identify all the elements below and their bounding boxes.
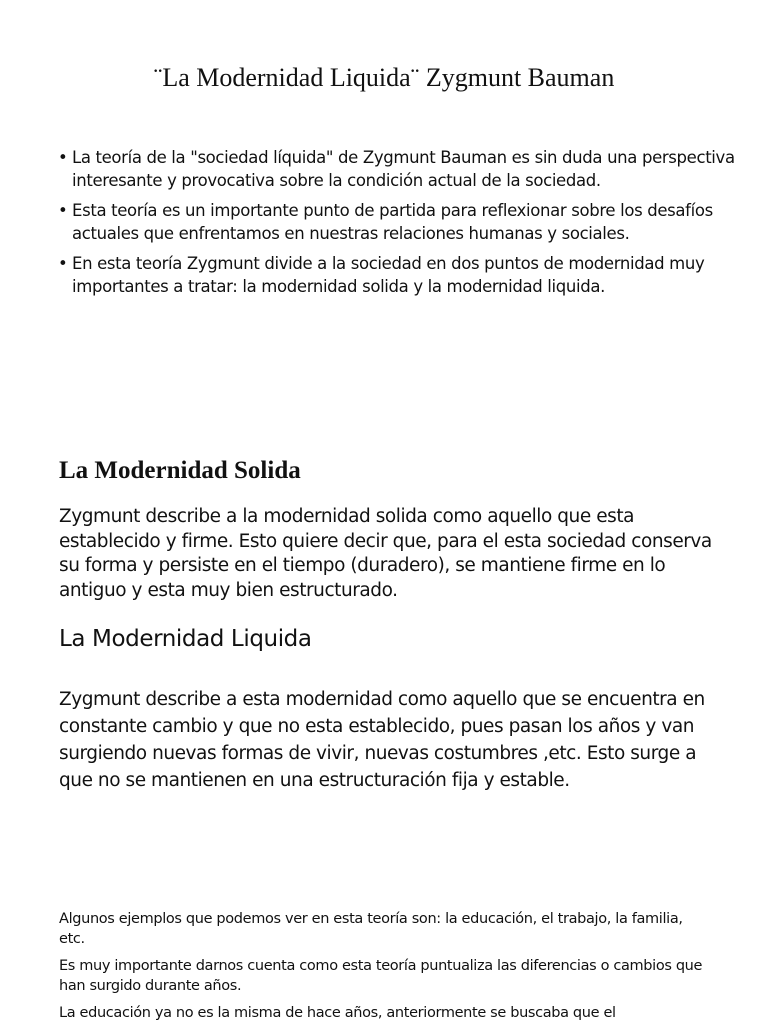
intro-bullet-text: En esta teoría Zygmunt divide a la sociedad en dos puntos de modernidad muy importantes a tratar: la modernidad solida y la modernidad liquida. <box>72 254 705 296</box>
section-heading-solida: La Modernidad Solida <box>59 457 301 484</box>
document-title: ¨La Modernidad Liquida¨ Zygmunt Bauman <box>153 63 615 92</box>
bullet-marker: • <box>58 148 68 167</box>
intro-bullet-item <box>58 199 738 245</box>
bullet-marker: • <box>58 201 68 220</box>
bullet-marker: • <box>58 254 68 273</box>
section-body-liquida: Zygmunt describe a esta modernidad como aquello que se encuentra en constante cambio y que no esta establecido, pues pasan los años y van surgiendo nuevas formas de vivir, nuevas costumbres ,etc. Esto surge a que no se mantienen en una estructuración fija y estable. <box>59 689 705 791</box>
intro-bullet-list <box>58 146 738 305</box>
examples-paragraph: Algunos ejemplos que podemos ver en esta teoría son: la educación, el trabajo, la familia, etc. <box>59 911 683 947</box>
examples-paragraph: Es muy importante darnos cuenta como esta teoría puntualiza las diferencias o cambios que han surgido durante años. <box>59 958 703 994</box>
intro-bullet-item <box>58 252 738 298</box>
intro-bullet-item <box>58 146 738 192</box>
section-heading-liquida: La Modernidad Liquida <box>59 626 312 652</box>
section-body-solida: Zygmunt describe a la modernidad solida como aquello que esta establecido y firme. Esto quiere decir que, para el esta sociedad conserva su forma y persiste en el tiempo (duradero), se mantiene firme en lo antiguo y esta muy bien estructurado. <box>59 506 712 601</box>
examples-paragraph: La educación ya no es la misma de hace años, anteriormente se buscaba que el <box>59 1005 616 1021</box>
intro-bullet-text: Esta teoría es un importante punto de partida para reflexionar sobre los desafíos actuales que enfrentamos en nuestras relaciones humanas y sociales. <box>72 201 713 243</box>
intro-bullet-text: La teoría de la "sociedad líquida" de Zygmunt Bauman es sin duda una perspectiva interesante y provocativa sobre la condición actual de la sociedad. <box>72 148 735 190</box>
